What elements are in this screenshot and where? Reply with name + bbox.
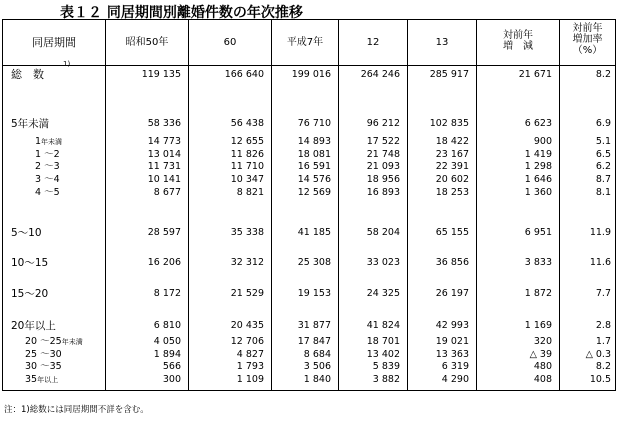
cell-value: 6.9 [595,118,611,129]
cell-value: 1 872 [524,288,552,299]
row-label: 5〜10 [11,227,42,239]
cell-value: 102 835 [429,118,469,129]
cell-value: 285 917 [429,69,469,80]
cell-value: 11.6 [589,257,611,268]
cell-value: 58 204 [366,227,400,238]
row-label: 20 〜25年未満 [25,336,83,347]
header-col1: 昭和50年 [125,37,169,48]
cell-value: 25 308 [297,257,331,268]
cell-value: 21 671 [518,69,552,80]
cell-value: △ 0.3 [585,349,611,360]
cell-value: 1 169 [524,320,552,331]
cell-value: 14 576 [297,174,331,185]
table-title [4,2,303,20]
cell-value: 199 016 [291,69,331,80]
row-label: 1年未満 [35,136,63,147]
cell-value: 4 050 [153,336,181,347]
table-row [3,257,615,269]
cell-value: 8.2 [595,69,611,80]
cell-value: 19 021 [435,336,469,347]
cell-value: 31 877 [297,320,331,331]
row-label-suffix: 年以上 [37,376,59,384]
cell-value: 12 655 [230,136,264,147]
cell-value: 1 793 [236,361,264,372]
cell-value: 17 847 [297,336,331,347]
cell-value: 21 748 [366,149,400,160]
cell-value: 119 135 [141,69,181,80]
cell-value: 76 710 [297,118,331,129]
row-label: 20年以上 [11,320,56,332]
row-label-suffix: 年未満 [41,138,63,146]
cell-value: 8.1 [595,187,611,198]
cell-value: 1 360 [524,187,552,198]
row-label: 3 〜4 [35,174,60,185]
cell-value: 18 956 [366,174,400,185]
cell-value: 1 109 [236,374,264,385]
cell-value: 11.9 [589,227,611,238]
table-row [3,361,615,373]
cell-value: 264 246 [360,69,400,80]
table-row [3,336,615,348]
cell-value: 16 893 [366,187,400,198]
cell-value: 17 522 [366,136,400,147]
cell-value: 480 [533,361,552,372]
footnote: 注：1)総数には同居期間不詳を含む。 [4,405,149,415]
cell-value: 1 419 [524,149,552,160]
table-row [3,118,615,130]
cell-value: 6.5 [595,149,611,160]
header-rate [560,23,615,56]
cell-value: 20 602 [435,174,469,185]
cell-value: 2.8 [595,320,611,331]
header-period: 同居期間 [32,36,76,49]
cell-value: 14 773 [147,136,181,147]
cell-value: 11 826 [230,149,264,160]
cell-value: 28 597 [147,227,181,238]
cell-value: 1 646 [524,174,552,185]
header-col5: 13 [435,37,449,48]
row-label: 15〜20 [11,288,49,300]
header-change-line1: 対前年 [503,30,533,41]
cell-value: 56 438 [230,118,264,129]
cell-value: 8 677 [153,187,181,198]
row-label: 30 〜35 [25,361,62,372]
row-label: 35年以上 [25,374,59,385]
table-row [3,374,615,386]
table-row [3,349,615,361]
cell-value: 566 [162,361,181,372]
cell-value: 14 893 [297,136,331,147]
cell-value: 42 993 [435,320,469,331]
cell-value: 19 153 [297,288,331,299]
cell-value: 8 821 [236,187,264,198]
cell-value: 12 569 [297,187,331,198]
row-label-suffix: 年未満 [61,338,83,346]
cell-value: 10 347 [230,174,264,185]
cell-value: 6 810 [153,320,181,331]
table-row [3,60,615,81]
cell-value: 1.7 [595,336,611,347]
cell-value: 5 839 [372,361,400,372]
row-label: 10〜15 [11,257,49,269]
cell-value: 6.2 [595,161,611,172]
cell-value: 24 325 [366,288,400,299]
cell-value: 21 093 [366,161,400,172]
table-row [3,149,615,161]
cell-value: 1 840 [303,374,331,385]
cell-value: 13 363 [435,349,469,360]
cell-value: 320 [533,336,552,347]
row-label: 4 〜5 [35,187,60,198]
cell-value: 8.2 [595,361,611,372]
cell-value: 3 882 [372,374,400,385]
cell-value: 166 640 [224,69,264,80]
row-label: 5年未満 [11,118,50,130]
cell-value: 6 951 [524,227,552,238]
cell-value: 8.7 [595,174,611,185]
cell-value: 1 894 [153,349,181,360]
table-number: 表１２ [60,5,102,21]
row-label: 25 〜30 [25,349,62,360]
cell-value: 11 710 [230,161,264,172]
cell-value: 6 623 [524,118,552,129]
cell-value: 65 155 [435,227,469,238]
cell-value: △ 39 [529,349,552,360]
footnote-marker: 1) [63,60,71,68]
table-row [3,227,615,239]
cell-value: 18 422 [435,136,469,147]
table-row [3,174,615,186]
header-change [477,30,559,52]
cell-value: 3 506 [303,361,331,372]
cell-value: 18 081 [297,149,331,160]
table-row [3,288,615,300]
table-caption: 同居期間別離婚件数の年次推移 [106,5,303,21]
cell-value: 20 435 [230,320,264,331]
cell-value: 300 [162,374,181,385]
cell-value: 10 141 [147,174,181,185]
cell-value: 58 336 [147,118,181,129]
cell-value: 11 731 [147,161,181,172]
header-col2: 60 [223,37,237,48]
row-label: 総 数 [11,68,44,81]
table-row [3,161,615,173]
cell-value: 41 824 [366,320,400,331]
cell-value: 16 206 [147,257,181,268]
cell-value: 23 167 [435,149,469,160]
cell-value: 4 827 [236,349,264,360]
cell-value: 18 253 [435,187,469,198]
table-row [3,320,615,332]
cell-value: 33 023 [366,257,400,268]
cell-value: 22 391 [435,161,469,172]
cell-value: 26 197 [435,288,469,299]
cell-value: 4 290 [441,374,469,385]
cell-value: 6 319 [441,361,469,372]
cell-value: 8 172 [153,288,181,299]
cell-value: 8 684 [303,349,331,360]
cell-value: 36 856 [435,257,469,268]
table-row [3,187,615,199]
table-header [3,20,615,66]
cell-value: 408 [533,374,552,385]
cell-value: 13 402 [366,349,400,360]
cell-value: 21 529 [230,288,264,299]
cell-value: 3 833 [524,257,552,268]
cell-value: 41 185 [297,227,331,238]
cell-value: 32 312 [230,257,264,268]
cell-value: 18 701 [366,336,400,347]
cell-value: 7.7 [595,288,611,299]
header-rate-line3: （%） [572,45,603,56]
row-label: 2 〜3 [35,161,60,172]
header-rate-line1: 対前年 [572,23,603,34]
cell-value: 900 [533,136,552,147]
row-label: 1 〜2 [35,149,60,160]
header-col3: 平成7年 [286,37,324,48]
cell-value: 35 338 [230,227,264,238]
data-table [2,19,616,391]
cell-value: 10.5 [589,374,611,385]
cell-value: 96 212 [366,118,400,129]
cell-value: 1 298 [524,161,552,172]
cell-value: 12 706 [230,336,264,347]
cell-value: 16 591 [297,161,331,172]
cell-value: 5.1 [595,136,611,147]
header-change-line2: 増 減 [503,41,533,52]
table-row [3,136,615,148]
header-col4: 12 [366,37,380,48]
header-rate-line2: 増加率 [572,34,603,45]
cell-value: 13 014 [147,149,181,160]
